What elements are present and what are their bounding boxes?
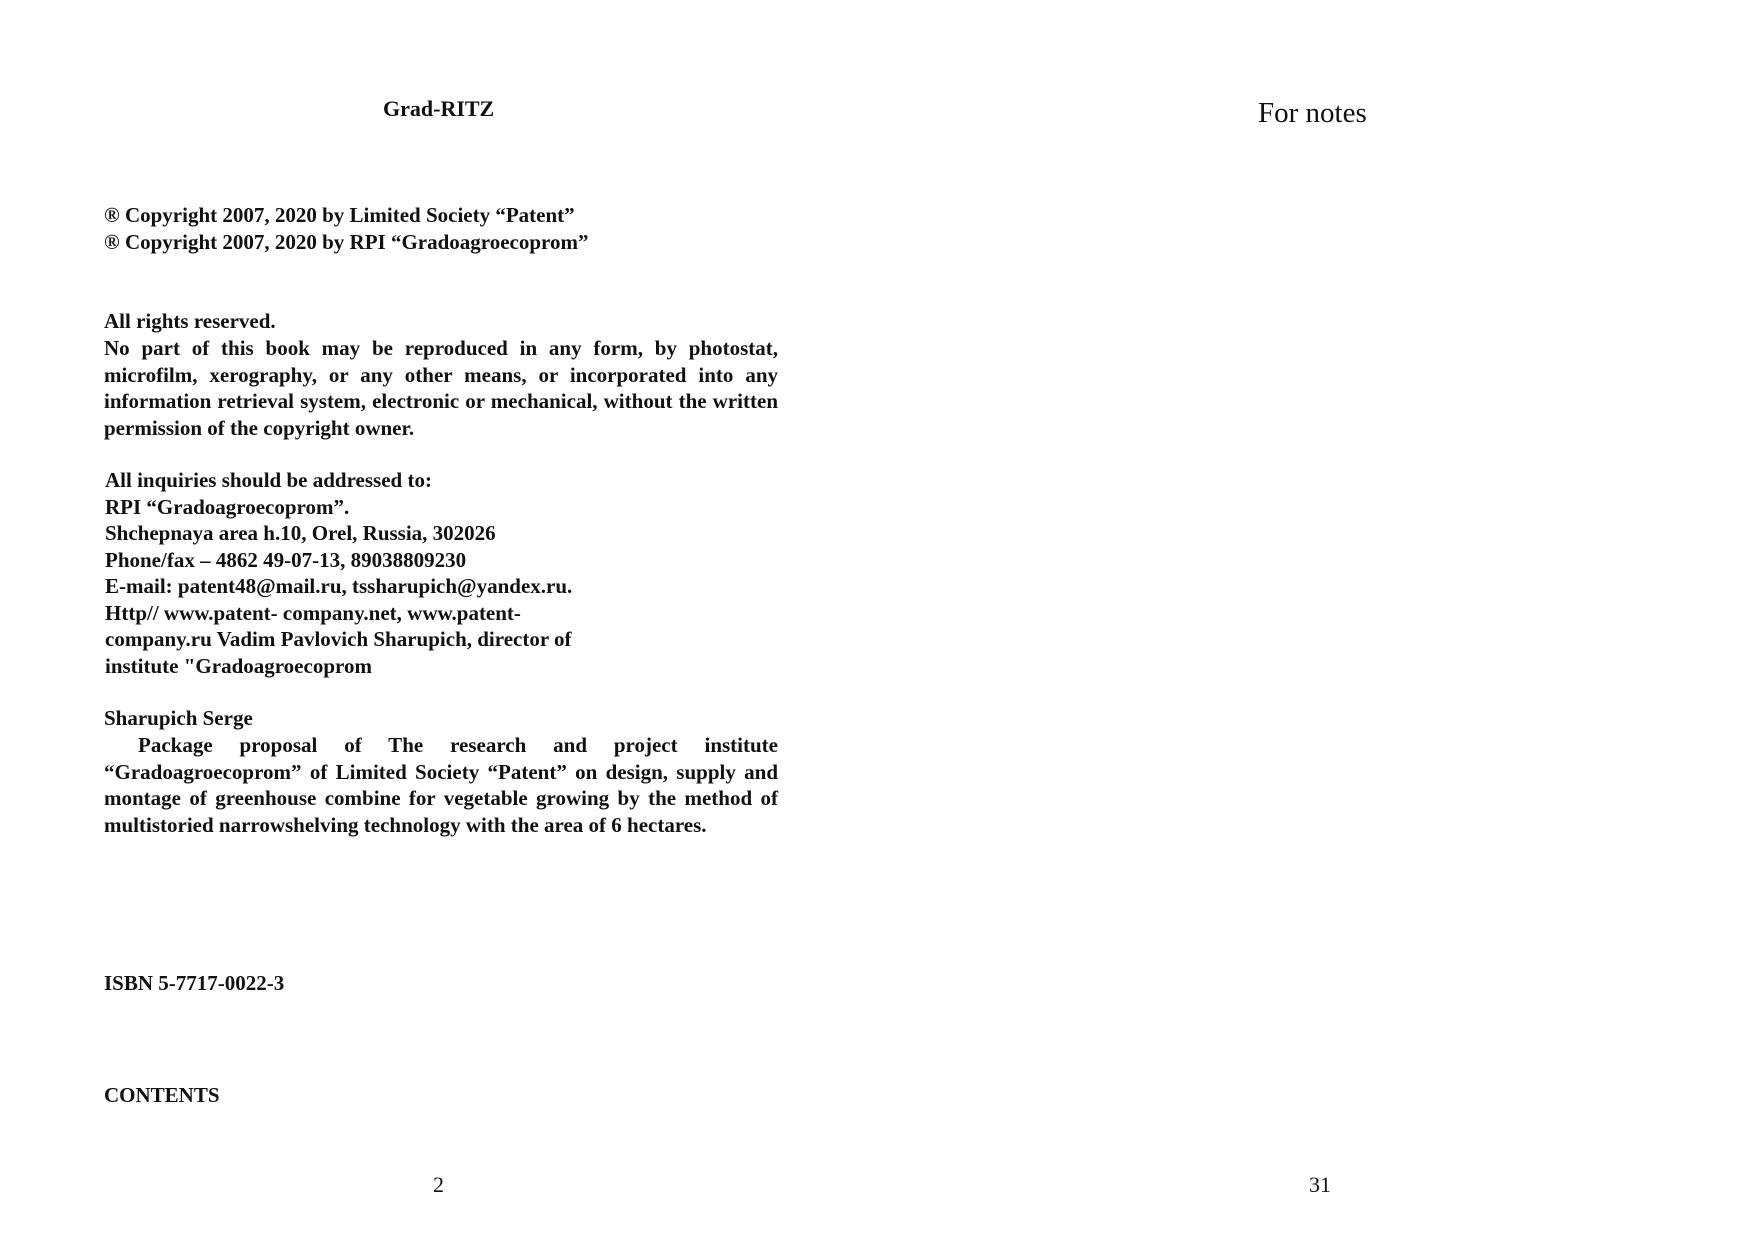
- right-page-header: For notes: [1258, 97, 1367, 129]
- inquiries-line-8: institute "Gradoagroecoprom: [105, 654, 372, 678]
- inquiries-line-5: E-mail: patent48@mail.ru, tssharupich@yandex.ru.: [105, 574, 573, 598]
- contents-heading: CONTENTS: [104, 1083, 220, 1107]
- inquiries-line-4: Phone/fax – 4862 49-07-13, 89038809230: [105, 548, 467, 572]
- copyright-line-1: ® Copyright 2007, 2020 by Limited Society “Patent”: [104, 203, 575, 227]
- author-name: Sharupich Serge: [104, 706, 253, 730]
- isbn: ISBN 5-7717-0022-3: [104, 971, 285, 995]
- left-page-number: 2: [433, 1172, 444, 1197]
- rights-text: No part of this book may be reproduced in any form, by photostat, microfilm, xerography, or any other means, or incorporated into any information retrieval system, electronic or mechanical, without the written permission of the copyright owner.: [104, 336, 778, 440]
- inquiries-line-6: Http// www.patent- company.net, www.patent-: [105, 601, 521, 625]
- proposal-text: Package proposal of The research and project institute “Gradoagroecoprom” of Limited Society “Patent” on design, supply and montage of greenhouse combine for vegetable growing by the method of multistoried narrowshelving technology with the area of 6 hectares.: [104, 733, 778, 837]
- right-page-number: 31: [1309, 1172, 1331, 1197]
- copyright-line-2: ® Copyright 2007, 2020 by RPI “Gradoagroecoprom”: [104, 230, 589, 254]
- left-page-header: Grad-RITZ: [383, 96, 495, 121]
- inquiries-line-2: RPI “Gradoagroecoprom”.: [105, 495, 350, 519]
- rights-title: All rights reserved.: [104, 309, 276, 333]
- inquiries-line-3: Shchepnaya area h.10, Orel, Russia, 302026: [105, 521, 496, 545]
- inquiries-line-1: All inquiries should be addressed to:: [105, 468, 432, 492]
- inquiries-line-7: company.ru Vadim Pavlovich Sharupich, director of: [105, 627, 572, 651]
